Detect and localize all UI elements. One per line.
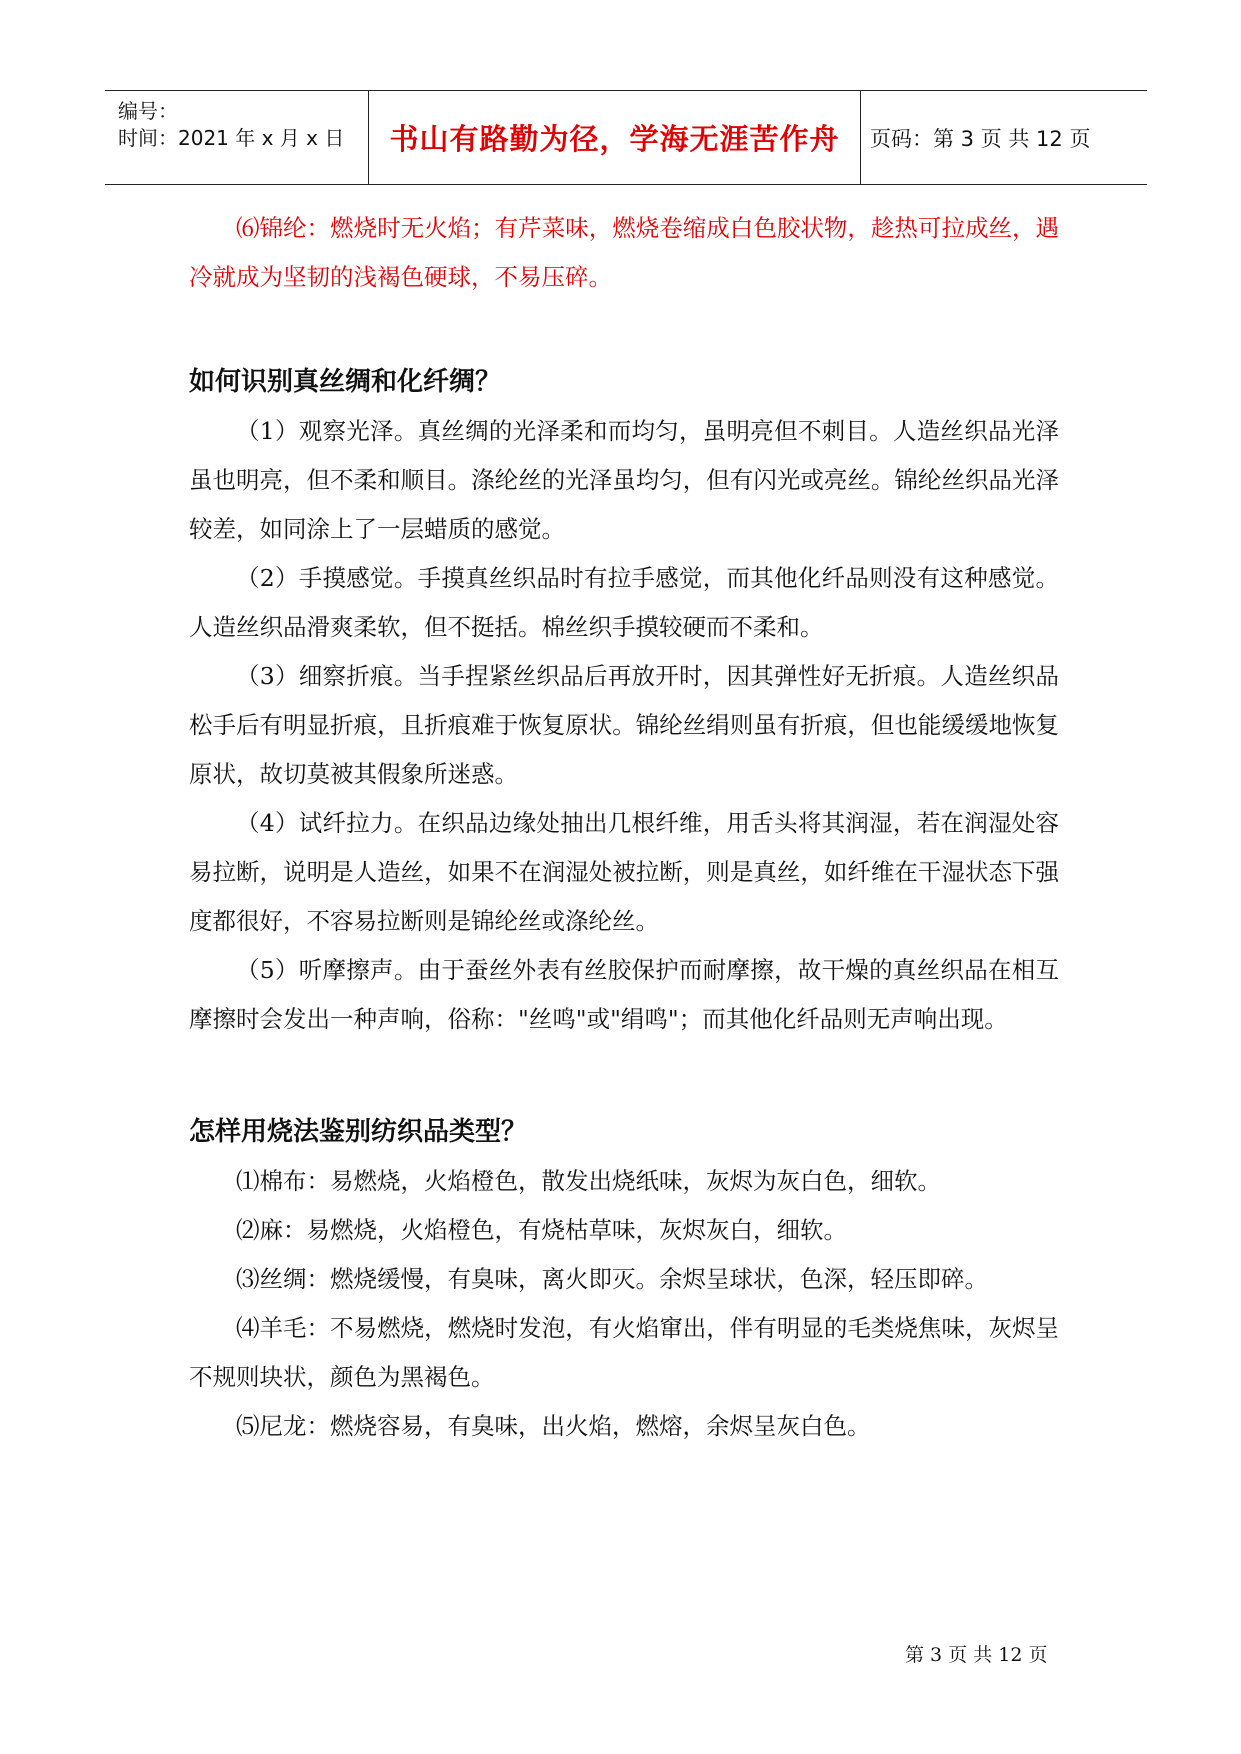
section-title-silk-identification: 如何识别真丝绸和化纤绸？ bbox=[189, 367, 502, 397]
list-item: ⑸尼龙：燃烧容易，有臭味，出火焰，燃熔，余烬呈灰白色。 bbox=[236, 1412, 871, 1440]
list-item: ⑶丝绸：燃烧缓慢，有臭味，离火即灭。余烬呈球状，色深，轻压即碎。 bbox=[236, 1265, 988, 1293]
document-body bbox=[189, 204, 1059, 1451]
header-divider bbox=[860, 91, 861, 184]
paragraph: （5）听摩擦声。由于蚕丝外表有丝胶保护而耐摩擦，故干燥的真丝织品在相互摩擦时会发出一种声响，俗称："丝鸣"或"绢鸣"；而其他化纤品则无声响出现。 bbox=[189, 956, 1059, 1033]
page-header bbox=[105, 90, 1147, 185]
document-date: 时间：2021 年 x 月 x 日 bbox=[118, 126, 345, 150]
list-item: ⑷羊毛：不易燃烧，燃烧时发泡，有火焰窜出，伴有明显的毛类烧焦味，灰烬呈不规则块状，颜色为黑褐色。 bbox=[189, 1314, 1059, 1391]
paragraph: （3）细察折痕。当手捏紧丝织品后再放开时，因其弹性好无折痕。人造丝织品松手后有明显折痕，且折痕难于恢复原状。锦纶丝绢则虽有折痕，但也能缓缓地恢复原状，故切莫被其假象所迷惑。 bbox=[189, 662, 1059, 788]
header-motto: 书山有路勤为径，学海无涯苦作舟 bbox=[389, 122, 840, 156]
list-item: ⑵麻：易燃烧，火焰橙色，有烧枯草味，灰烬灰白，细软。 bbox=[236, 1216, 847, 1244]
section-title-burn-test: 怎样用烧法鉴别纺织品类型？ bbox=[189, 1117, 528, 1147]
paragraph: （1）观察光泽。真丝绸的光泽柔和而均匀，虽明亮但不刺目。人造丝织品光泽虽也明亮，但不柔和顺目。涤纶丝的光泽虽均匀，但有闪光或亮丝。锦纶丝织品光泽较差，如同涂上了一层蜡质的感觉。 bbox=[189, 417, 1059, 543]
nylon-burn-item: ⑹锦纶：燃烧时无火焰；有芹菜味，燃烧卷缩成白色胶状物，趁热可拉成丝，遇冷就成为坚韧的浅褐色硬球，不易压碎。 bbox=[189, 214, 1059, 291]
list-item: ⑴棉布：易燃烧，火焰橙色，散发出烧纸味，灰烬为灰白色，细软。 bbox=[236, 1167, 941, 1195]
page-footer: 第 3 页 共 12 页 bbox=[905, 1644, 1048, 1666]
paragraph: （4）试纤拉力。在织品边缘处抽出几根纤维，用舌头将其润湿，若在润湿处容易拉断，说明是人造丝，如果不在润湿处被拉断，则是真丝，如纤维在干湿状态下强度都很好，不容易拉断则是锦纶丝或涤纶丝。 bbox=[189, 809, 1059, 935]
document-number-label: 编号： bbox=[118, 99, 178, 123]
paragraph: （2）手摸感觉。手摸真丝织品时有拉手感觉，而其他化纤品则没有这种感觉。人造丝织品滑爽柔软，但不挺括。棉丝织手摸较硬而不柔和。 bbox=[189, 564, 1059, 641]
header-page-info: 页码：第 3 页 共 12 页 bbox=[870, 126, 1091, 151]
